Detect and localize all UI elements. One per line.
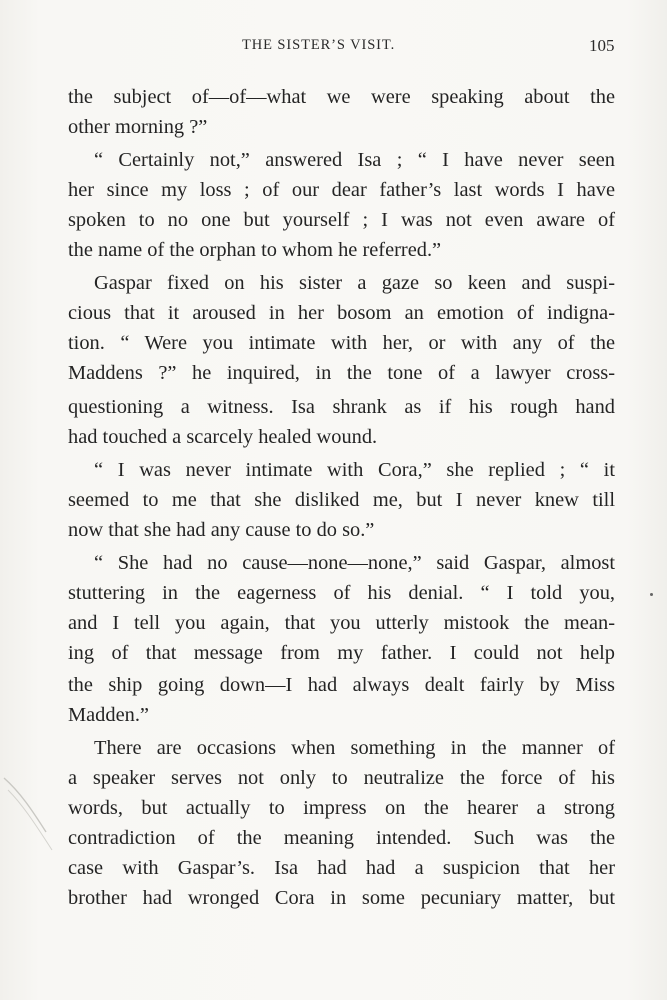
page-number: 105 xyxy=(589,36,615,55)
running-head-title: THE SISTER’S VISIT. xyxy=(242,37,396,53)
text-line: cious that it aroused in her bosom an emotion of indigna- xyxy=(68,302,615,324)
text-line: spoken to no one but yourself ; I was not even aware of xyxy=(68,209,615,231)
text-line: ing of that message from my father. I could not help xyxy=(68,642,615,664)
text-line: a speaker serves not only to neutralize the force of his xyxy=(68,767,615,789)
ink-speck xyxy=(650,593,653,596)
text-line: Madden.” xyxy=(68,704,149,726)
text-line: had touched a scarcely healed wound. xyxy=(68,426,378,448)
text-line: the name of the orphan to whom he referred.” xyxy=(68,239,442,261)
text-line: Gaspar fixed on his sister a gaze so keen and suspi- xyxy=(94,272,615,294)
text-line: case with Gaspar’s. Isa had had a suspicion that her xyxy=(68,857,615,879)
text-line: seemed to me that she disliked me, but I never knew till xyxy=(68,489,615,511)
text-line: the subject of—of––what we were speaking about the xyxy=(68,86,615,108)
text-line: questioning a witness. Isa shrank as if his rough hand xyxy=(68,396,615,418)
text-line: her since my loss ; of our dear father’s last words I have xyxy=(68,179,615,201)
paper-scuff-mark xyxy=(2,770,62,860)
text-line: now that she had any cause to do so.” xyxy=(68,519,375,541)
text-line: words, but actually to impress on the hearer a strong xyxy=(68,797,615,819)
text-line: There are occasions when something in the manner of xyxy=(94,737,615,759)
text-line: tion. “ Were you intimate with her, or with any of the xyxy=(68,332,615,354)
text-line: “ Certainly not,” answered Isa ; “ I have never seen xyxy=(94,149,615,171)
text-line: other morning ?” xyxy=(68,116,208,138)
text-line: Maddens ?” he inquired, in the tone of a lawyer cross- xyxy=(68,362,615,384)
text-line: brother had wronged Cora in some pecuniary matter, but xyxy=(68,887,615,909)
text-line: “ I was never intimate with Cora,” she replied ; “ it xyxy=(94,459,615,481)
text-line: contradiction of the meaning intended. Such was the xyxy=(68,827,615,849)
text-line: and I tell you again, that you utterly mistook the mean- xyxy=(68,612,615,634)
text-line: “ She had no cause—none—none,” said Gaspar, almost xyxy=(94,552,615,574)
text-line: stuttering in the eagerness of his denial. “ I told you, xyxy=(68,582,615,604)
text-line: the ship going down—I had always dealt fairly by Miss xyxy=(68,674,615,696)
